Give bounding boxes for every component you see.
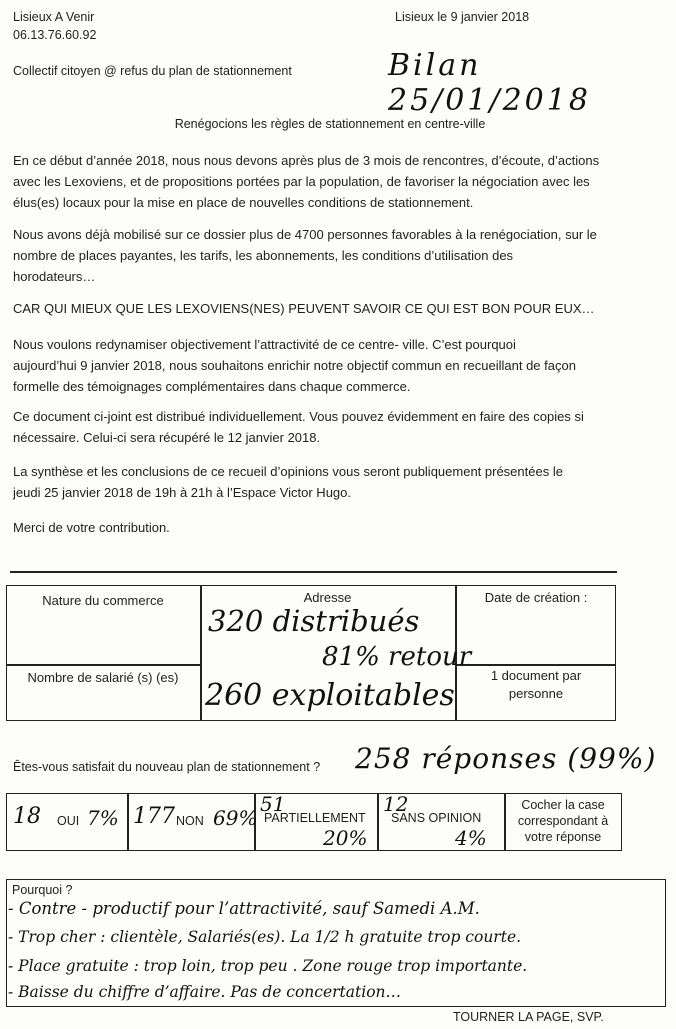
text-line: Merci de votre contribution. (13, 520, 170, 535)
answer-non-cell[interactable] (129, 794, 258, 850)
partiellement-count: 51 (260, 792, 286, 816)
paragraph-document (13, 406, 623, 448)
oui-percent: 7% (87, 806, 119, 830)
collective-name: Collectif citoyen @ refus du plan de stationnement (13, 64, 292, 78)
satisfaction-question: Êtes-vous satisfait du nouveau plan de stationnement ? (13, 760, 321, 774)
table-divider (200, 585, 202, 721)
text-line: En ce début d’année 2018, nous nous devons après plus de 3 mois de rencontres, d’écoute, d’actions (13, 153, 600, 168)
document-per-person-line2: personne (508, 686, 564, 701)
instruction-line: Cocher la case (521, 798, 605, 812)
handwritten-retour: 81% retour (322, 642, 472, 672)
handwritten-distribues: 320 distribués (208, 604, 420, 638)
place-date: Lisieux le 9 janvier 2018 (395, 10, 530, 24)
paragraph-mobilisation (13, 224, 623, 287)
text-line: élus(es) locaux pour la mise en place de nouvelles conditions de stationnement. (13, 195, 474, 210)
pourquoi-answer-line: - Trop cher : clientèle, Salariés(es). La 1/2 h gratuite trop courte. (8, 928, 522, 946)
text-line: nombre de places payantes, les tarifs, les abonnements, les conditions d’utilisation des (13, 248, 514, 263)
pourquoi-label: Pourquoi ? (12, 883, 73, 897)
instruction-line: votre réponse (524, 830, 602, 844)
sans-opinion-percent: 4% (455, 826, 487, 850)
pourquoi-answer-line: - Place gratuite : trop loin, trop peu . Zone rouge trop importante. (8, 957, 528, 975)
answer-oui-cell[interactable] (7, 794, 127, 850)
handwritten-exploitables: 260 exploitables (205, 678, 455, 713)
salaries-label: Nombre de salarié (s) (es) (27, 670, 179, 685)
paragraph-redynamiser (13, 334, 623, 397)
partiellement-label: PARTIELLEMENT (264, 811, 366, 825)
text-line: jeudi 25 janvier 2018 de 19h à 21h à l’Espace Victor Hugo. (13, 485, 351, 500)
sender-name: Lisieux A Venir (13, 10, 95, 24)
pourquoi-answer-line: - Baisse du chiffre d’affaire. Pas de concertation… (8, 983, 402, 1001)
document-title: Renégocions les règles de stationnement en centre-ville (174, 117, 486, 131)
nature-commerce-label: Nature du commerce (42, 593, 164, 608)
table-divider (455, 664, 616, 666)
answer-instruction (505, 797, 621, 845)
text-line: La synthèse et les conclusions de ce recueil d’opinions vous seront publiquement présentées le (13, 464, 563, 479)
answer-partiellement-cell[interactable] (256, 794, 377, 850)
non-percent: 69% (213, 806, 258, 830)
text-line: Nous voulons redynamiser objectivement l’attractivité de ce centre- ville. C’est pourquoi (13, 337, 516, 352)
text-line: nécessaire. Celui-ci sera récupéré le 12 janvier 2018. (13, 430, 321, 445)
paragraph-merci (13, 517, 623, 538)
text-line: horodateurs… (13, 269, 96, 284)
turn-page-note: TOURNER LA PAGE, SVP. (453, 1010, 604, 1024)
date-creation-label: Date de création : (484, 590, 588, 605)
document-per-person-line1: 1 document par (490, 668, 582, 683)
paragraph-caps (13, 298, 623, 319)
paragraph-synthese (13, 461, 623, 503)
adresse-label: Adresse (303, 590, 352, 605)
partiellement-percent: 20% (323, 826, 368, 850)
oui-count: 18 (13, 804, 41, 829)
sender-phone: 06.13.76.60.92 (13, 28, 97, 42)
handwritten-reponses: 258 réponses (99%) (355, 742, 657, 775)
text-line: Ce document ci-joint est distribué individuellement. Vous pouvez évidemment en faire des copies si (13, 409, 584, 424)
paragraph-intro (13, 150, 623, 213)
answer-sans-opinion-cell[interactable] (379, 794, 504, 850)
separator-rule (10, 571, 617, 573)
sans-opinion-count: 12 (383, 792, 409, 816)
text-line: avec les Lexoviens, et de propositions portées par la population, de favoriser la négociation avec les (13, 174, 590, 189)
pourquoi-answer-line: - Contre - productif pour l’attractivité, sauf Samedi A.M. (8, 899, 480, 918)
sans-opinion-label: SANS OPINION (391, 811, 482, 825)
non-label: NON (176, 814, 204, 828)
non-count: 177 (133, 804, 175, 829)
instruction-line: correspondant à (517, 814, 609, 828)
text-line: CAR QUI MIEUX QUE LES LEXOVIENS(NES) PEUVENT SAVOIR CE QUI EST BON POUR EUX… (13, 301, 595, 316)
oui-label: OUI (57, 814, 80, 828)
text-line: aujourd’hui 9 janvier 2018, nous souhaitons enrichir notre objectif commun en recueillant de façon (13, 358, 576, 373)
text-line: formelle des témoignages complémentaires dans chaque commerce. (13, 379, 411, 394)
handwritten-bilan: Bilan 25/01/2018 (388, 48, 591, 118)
text-line: Nous avons déjà mobilisé sur ce dossier plus de 4700 personnes favorables à la renégociation, sur le (13, 227, 597, 242)
table-divider (6, 664, 201, 666)
